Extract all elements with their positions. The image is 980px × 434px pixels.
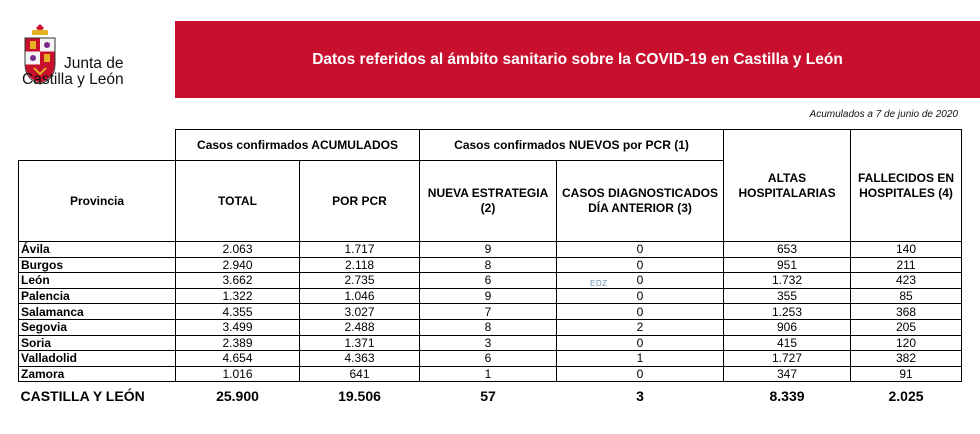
total-cell: 3.499 (176, 319, 300, 335)
nueva-estrategia-cell: 9 (420, 288, 557, 304)
por-pcr-cell: 1.717 (300, 242, 420, 258)
nueva-estrategia-cell: 6 (420, 273, 557, 289)
title-banner (175, 21, 980, 98)
fallecidos-cell: 120 (851, 335, 962, 351)
total-cell: 1.016 (176, 366, 300, 382)
nueva-estrategia-cell: 8 (420, 257, 557, 273)
provincia-cell: Valladolid (19, 351, 176, 367)
total-cell: 3.662 (176, 273, 300, 289)
total-row (19, 382, 962, 409)
provincia-cell: Ávila (19, 242, 176, 258)
fallecidos-cell: 85 (851, 288, 962, 304)
provincia-cell: Burgos (19, 257, 176, 273)
casos-diagnosticados-cell: 0 (557, 242, 724, 258)
nueva-estrategia-cell: 7 (420, 304, 557, 320)
logo-line-2: Castilla y León (22, 71, 124, 88)
fallecidos-cell: 140 (851, 242, 962, 258)
casos-diagnosticados-cell: 0 (557, 273, 724, 289)
col-header-nueva-estrategia: NUEVA ESTRATEGIA (2) (420, 161, 557, 242)
casos-diagnosticados-cell: 1 (557, 351, 724, 367)
table-row (19, 242, 962, 258)
total-cell: 4.654 (176, 351, 300, 367)
casos-diagnosticados-cell: 0 (557, 257, 724, 273)
total-fallecidos-cell: 2.025 (888, 387, 924, 404)
fallecidos-cell: 382 (851, 351, 962, 367)
altas-cell: 1.727 (724, 351, 851, 367)
casos-diagnosticados-cell: 0 (557, 335, 724, 351)
table-row (19, 304, 962, 320)
altas-cell: 1.732 (724, 273, 851, 289)
fallecidos-cell: 91 (851, 366, 962, 382)
total-altas-cell: 8.339 (769, 387, 805, 404)
fallecidos-cell: 205 (851, 319, 962, 335)
por-pcr-cell: 2.735 (300, 273, 420, 289)
total-cell: 1.322 (176, 288, 300, 304)
col-header-fallecidos: FALLECIDOS EN HOSPITALES (4) (851, 130, 962, 242)
covid-data-table (18, 129, 962, 409)
col-header-por-pcr: POR PCR (300, 161, 420, 242)
provincia-cell: Salamanca (19, 304, 176, 320)
junta-logo (22, 24, 162, 94)
provincia-cell: Palencia (19, 288, 176, 304)
altas-cell: 1.253 (724, 304, 851, 320)
fallecidos-cell: 211 (851, 257, 962, 273)
casos-diagnosticados-cell: 0 (557, 304, 724, 320)
logo-line-1: Junta de (64, 55, 124, 72)
total-cell: 2.940 (176, 257, 300, 273)
nueva-estrategia-cell: 3 (420, 335, 557, 351)
provincia-cell: Zamora (19, 366, 176, 382)
provincia-cell: Soria (19, 335, 176, 351)
table-row (19, 366, 962, 382)
group-header-nuevos: Casos confirmados NUEVOS por PCR (1) (420, 130, 724, 161)
group-header-acumulados: Casos confirmados ACUMULADOS (176, 130, 420, 161)
por-pcr-cell: 3.027 (300, 304, 420, 320)
casos-diagnosticados-cell: 0 (557, 288, 724, 304)
banner-title: Datos referidos al ámbito sanitario sobre la COVID-19 en Castilla y León (312, 50, 843, 68)
casos-diagnosticados-cell: 2 (557, 319, 724, 335)
por-pcr-cell: 2.118 (300, 257, 420, 273)
por-pcr-cell: 1.046 (300, 288, 420, 304)
table-row (19, 288, 962, 304)
por-pcr-cell: 2.488 (300, 319, 420, 335)
altas-cell: 906 (724, 319, 851, 335)
table-row (19, 335, 962, 351)
date-note: Acumulados a 7 de junio de 2020 (809, 109, 958, 120)
por-pcr-cell: 1.371 (300, 335, 420, 351)
table-row (19, 351, 962, 367)
provincia-cell: León (19, 273, 176, 289)
nueva-estrategia-cell: 9 (420, 242, 557, 258)
total-cell: 2.389 (176, 335, 300, 351)
total-cell: 2.063 (176, 242, 300, 258)
empty-corner-cell (19, 130, 176, 161)
total-cell: 4.355 (176, 304, 300, 320)
nueva-estrategia-cell: 8 (420, 319, 557, 335)
por-pcr-cell: 641 (300, 366, 420, 382)
por-pcr-cell: 4.363 (300, 351, 420, 367)
table-row (19, 257, 962, 273)
altas-cell: 355 (724, 288, 851, 304)
table-row (19, 273, 962, 289)
nueva-estrategia-cell: 6 (420, 351, 557, 367)
col-header-altas: ALTAS HOSPITALARIAS (724, 130, 851, 242)
col-header-total: TOTAL (176, 161, 300, 242)
col-header-provincia: Provincia (19, 161, 176, 242)
col-header-casos-diagnosticados: CASOS DIAGNOSTICADOS DÍA ANTERIOR (3) (557, 161, 724, 242)
altas-cell: 951 (724, 257, 851, 273)
table-row (19, 319, 962, 335)
total-total-cell: 25.900 (216, 387, 259, 404)
fallecidos-cell: 423 (851, 273, 962, 289)
total-casos-diagnosticados-cell: 3 (636, 387, 644, 404)
altas-cell: 653 (724, 242, 851, 258)
total-nueva-estrategia-cell: 57 (480, 387, 496, 404)
watermark-label: EDZ (590, 279, 608, 288)
header-row-groups (19, 130, 962, 161)
altas-cell: 415 (724, 335, 851, 351)
fallecidos-cell: 368 (851, 304, 962, 320)
logo-text (22, 55, 124, 88)
total-provincia-cell: CASTILLA Y LEÓN (20, 387, 145, 404)
nueva-estrategia-cell: 1 (420, 366, 557, 382)
casos-diagnosticados-cell: 0 (557, 366, 724, 382)
provincia-cell: Segovia (19, 319, 176, 335)
altas-cell: 347 (724, 366, 851, 382)
total-por-pcr-cell: 19.506 (338, 387, 381, 404)
